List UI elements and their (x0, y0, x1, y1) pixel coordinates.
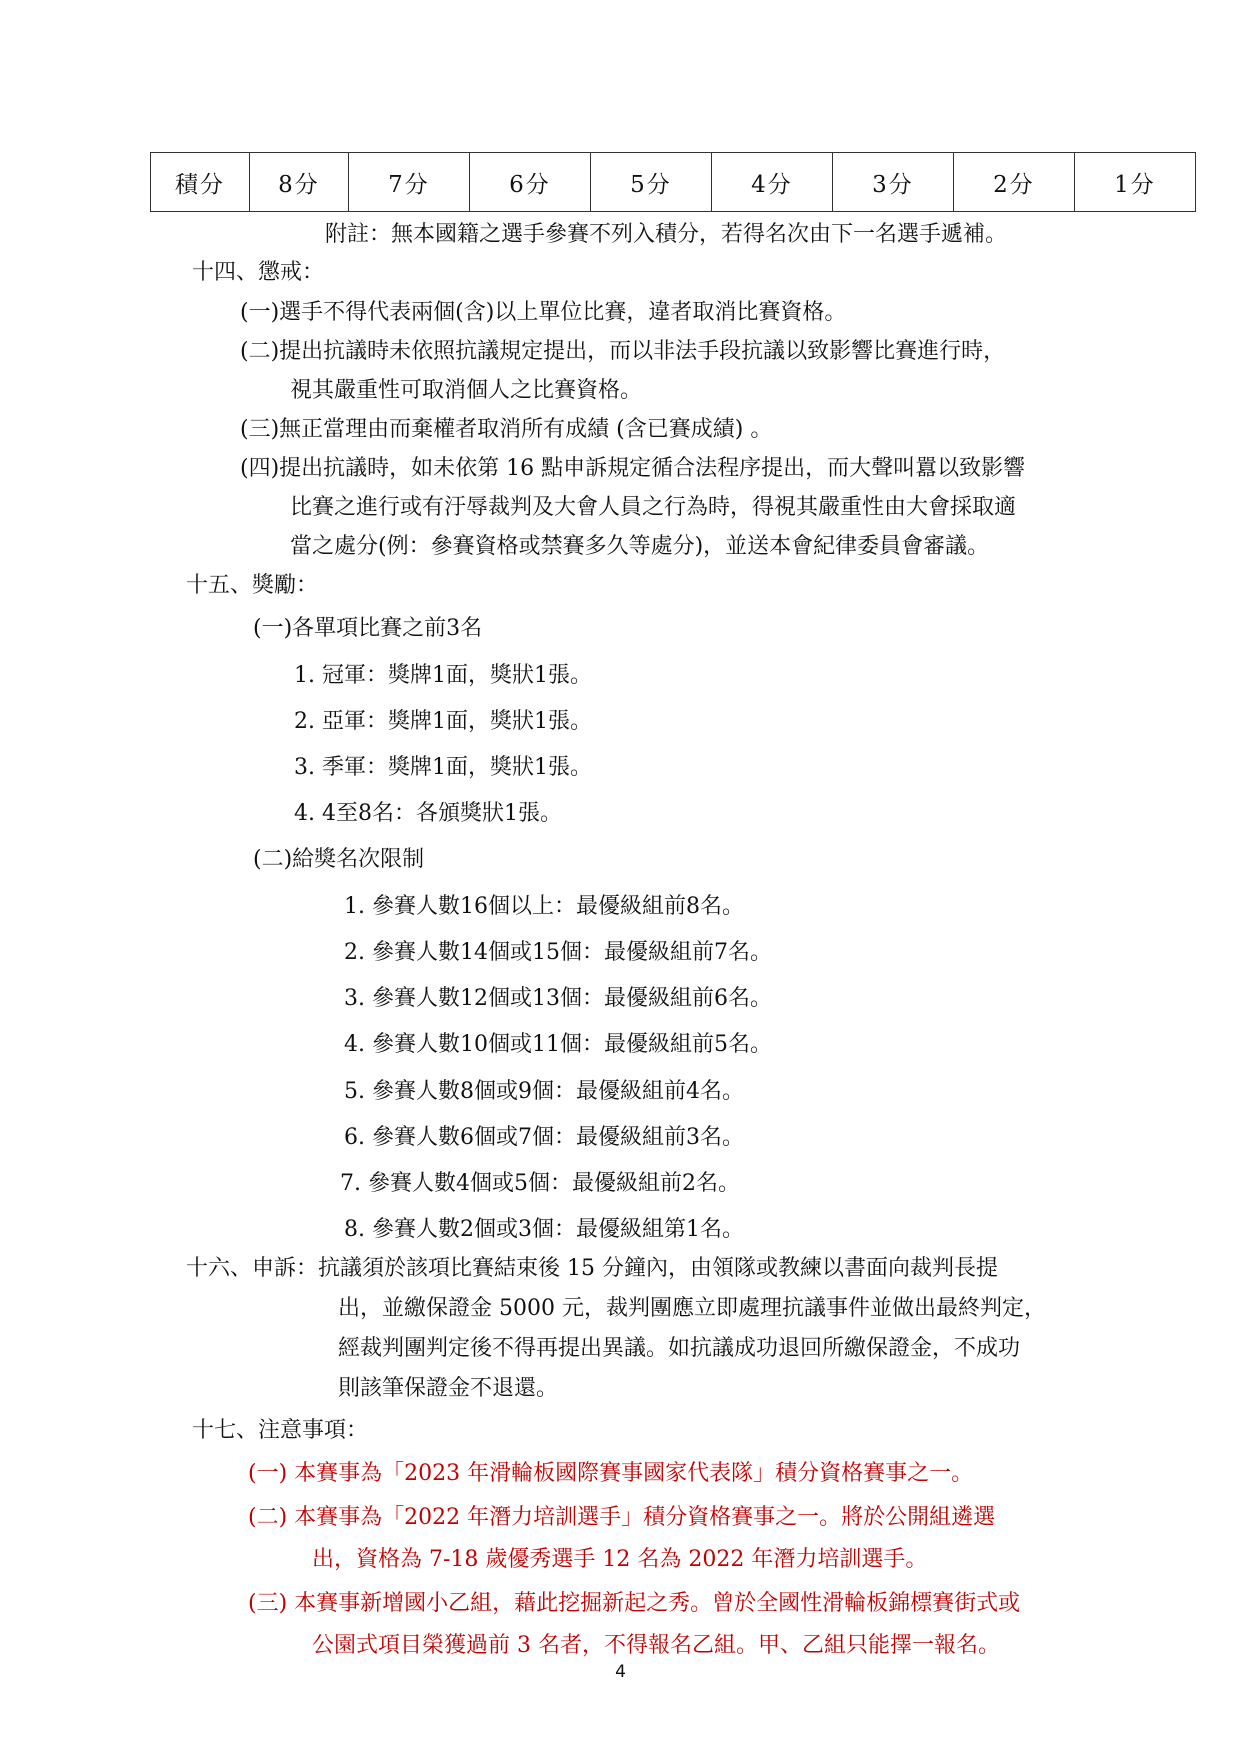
limit-item: 8. 參賽人數2個或3個：最優級組第1名。 (344, 1217, 744, 1242)
section-14-item: 比賽之進行或有汙辱裁判及大會人員之行為時，得視其嚴重性由大會採取適 (290, 495, 1017, 520)
section-15-sub2: (二)給獎名次限制 (253, 847, 425, 872)
table-cell: 4分 (712, 153, 833, 212)
table-cell: 5分 (591, 153, 712, 212)
table-cell: 2分 (954, 153, 1075, 212)
section-16-line: 經裁判團判定後不得再提出異議。如抗議成功退回所繳保證金，不成功 (338, 1336, 1021, 1361)
table-cell: 積分 (151, 153, 250, 212)
section-15-sub1: (一)各單項比賽之前3名 (253, 616, 483, 641)
table-cell: 7分 (349, 153, 470, 212)
notice-item: (三) 本賽事新增國小乙組，藉此挖掘新起之秀。曾於全國性滑輪板錦標賽街式或 (248, 1591, 1021, 1616)
notice-item: (一) 本賽事為「2023 年滑輪板國際賽事國家代表隊」積分資格賽事之一。 (248, 1461, 974, 1486)
section-14-item: (三)無正當理由而棄權者取消所有成績 (含已賽成績) 。 (240, 417, 773, 442)
notice-item: 公園式項目榮獲過前 3 名者，不得報名乙組。甲、乙組只能擇一報名。 (312, 1633, 1000, 1658)
limit-item: 2. 參賽人數14個或15個：最優級組前7名。 (344, 940, 772, 965)
section-16-line: 出，並繳保證金 5000 元，裁判團應立即處理抗議事件並做出最終判定， (338, 1296, 1046, 1321)
score-table (150, 152, 1196, 212)
section-14-item: 視其嚴重性可取消個人之比賽資格。 (290, 378, 643, 403)
notice-item: 出，資格為 7-18 歲優秀選手 12 名為 2022 年潛力培訓選手。 (312, 1547, 928, 1572)
award-item: 2. 亞軍：獎牌1面，獎狀1張。 (294, 709, 592, 734)
table-cell: 1分 (1075, 153, 1196, 212)
award-item: 3. 季軍：獎牌1面，獎狀1張。 (294, 755, 592, 780)
limit-item: 5. 參賽人數8個或9個：最優級組前4名。 (344, 1079, 744, 1104)
section-14-item: (二)提出抗議時未依照抗議規定提出，而以非法手段抗議以致影響比賽進行時， (240, 339, 1006, 364)
section-14-title: 十四、懲戒： (192, 260, 325, 285)
section-15-title: 十五、獎勵： (186, 573, 319, 598)
limit-item: 4. 參賽人數10個或11個：最優級組前5名。 (344, 1032, 772, 1057)
section-14-item: (四)提出抗議時，如未依第 16 點申訴規定循合法程序提出，而大聲叫囂以致影響 (240, 456, 1026, 481)
notice-item: (二) 本賽事為「2022 年潛力培訓選手」積分資格賽事之一。將於公開組遴選 (248, 1505, 996, 1530)
section-16-line: 則該筆保證金不退還。 (338, 1376, 559, 1401)
limit-item: 7. 參賽人數4個或5個：最優級組前2名。 (340, 1171, 740, 1196)
table-row (151, 153, 1196, 212)
table-cell: 6分 (470, 153, 591, 212)
limit-item: 6. 參賽人數6個或7個：最優級組前3名。 (344, 1125, 744, 1150)
limit-item: 1. 參賽人數16個以上：最優級組前8名。 (344, 894, 744, 919)
section-14-item: (一)選手不得代表兩個(含)以上單位比賽，違者取消比賽資格。 (240, 300, 847, 325)
page-number: 4 (615, 1662, 626, 1682)
table-cell: 8分 (250, 153, 349, 212)
section-17-title: 十七、注意事項： (192, 1418, 369, 1443)
limit-item: 3. 參賽人數12個或13個：最優級組前6名。 (344, 986, 772, 1011)
award-item: 1. 冠軍：獎牌1面，獎狀1張。 (294, 663, 592, 688)
section-16-line: 十六、申訴：抗議須於該項比賽結束後 15 分鐘內，由領隊或教練以書面向裁判長提 (186, 1256, 998, 1281)
section-14-item: 當之處分(例：參賽資格或禁賽多久等處分)，並送本會紀律委員會審議。 (290, 534, 990, 559)
award-item: 4. 4至8名：各頒獎狀1張。 (294, 801, 562, 826)
table-cell: 3分 (833, 153, 954, 212)
table-note: 附註：無本國籍之選手參賽不列入積分，若得名次由下一名選手遞補。 (325, 222, 1008, 247)
